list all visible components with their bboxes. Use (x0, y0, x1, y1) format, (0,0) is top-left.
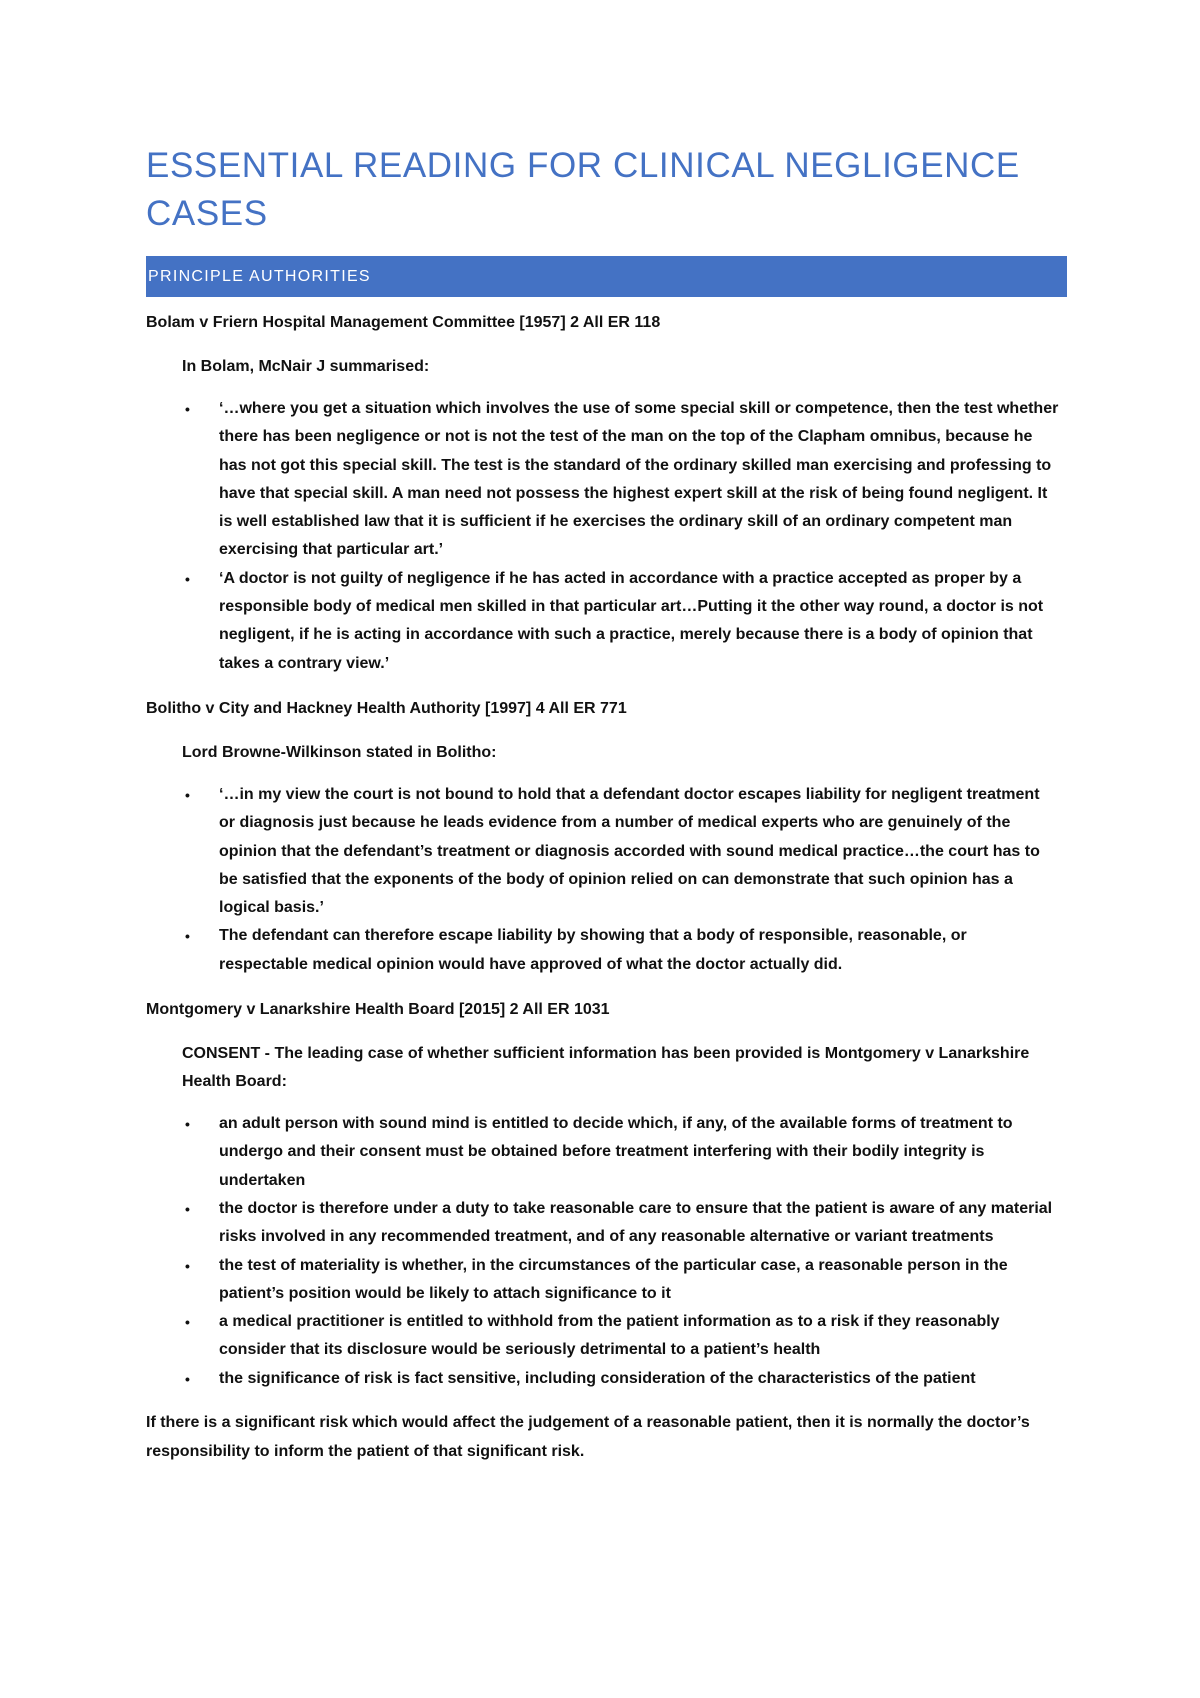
case-intro-montgomery: CONSENT - The leading case of whether sufficient information has been provided is Montgomery v Lanarkshire Health Board: (182, 1045, 1030, 1091)
bullet-list-bolam (146, 395, 1059, 678)
list-item-text: the doctor is therefore under a duty to take reasonable care to ensure that the patient is aware of any material risks involved in any recommended treatment, and of any reasonable alternative or variant treatments (219, 1199, 1053, 1246)
bullet-icon: • (185, 1257, 190, 1274)
list-item (185, 1365, 1059, 1393)
bullet-icon: • (185, 1200, 190, 1217)
case-intro-bolam: In Bolam, McNair J summarised: (182, 358, 430, 375)
list-item (185, 565, 1059, 678)
list-item-text: the significance of risk is fact sensitive, including consideration of the characteristics of the patient (219, 1369, 976, 1387)
bullet-icon: • (185, 1116, 190, 1133)
bullet-list-montgomery (146, 1110, 1059, 1393)
list-item-text: an adult person with sound mind is entitled to decide which, if any, of the available forms of treatment to undergo and their consent must be obtained before treatment interfering with their bodily integrity is undertaken (219, 1115, 1013, 1189)
list-item (185, 1252, 1059, 1309)
list-item-text: The defendant can therefore escape liability by showing that a body of responsible, reasonable, or respectable medical opinion would have approved of what the doctor actually did. (219, 927, 967, 973)
list-item-text: a medical practitioner is entitled to withhold from the patient information as to a risk if they reasonably consider that its disclosure would be seriously detrimental to a patient’s health (219, 1313, 1000, 1359)
list-item (185, 1110, 1059, 1195)
list-item (185, 1195, 1059, 1252)
bullet-icon: • (185, 401, 190, 417)
case-heading-bolam: Bolam v Friern Hospital Management Committee [1957] 2 All ER 118 (146, 314, 661, 331)
bullet-icon: • (185, 928, 190, 945)
case-heading-bolitho: Bolitho v City and Hackney Health Authority [1997] 4 All ER 771 (146, 699, 627, 717)
list-item-text: ‘…in my view the court is not bound to hold that a defendant doctor escapes liability for negligent treatment or diagnosis just because he leads evidence from a number of medical experts who are genuinely of the opinion that the defendant’s treatment or diagnosis accorded with sound medical practice…the court has to be satisfied that the exponents of the body of opinion relied on can demonstrate that such opinion has a logical basis.’ (219, 785, 1040, 917)
list-item (185, 1308, 1059, 1365)
conclusion-paragraph: If there is a significant risk which would affect the judgement of a reasonable patient, then it is normally the doctor’s responsibility to inform the patient of that significant risk. (146, 1414, 1030, 1460)
case-heading-montgomery: Montgomery v Lanarkshire Health Board [2015] 2 All ER 1031 (146, 1001, 610, 1019)
list-item-text: ‘A doctor is not guilty of negligence if he has acted in accordance with a practice accepted as proper by a responsible body of medical men skilled in that particular art…Putting it the other way round, a doctor is not negligent, if he is acting in accordance with such a practice, merely because there is a body of opinion that takes a contrary view.’ (219, 569, 1044, 672)
list-item (185, 395, 1059, 565)
document-title: ESSENTIAL READING FOR CLINICAL NEGLIGENCE CASES (146, 146, 1020, 233)
bullet-list-bolitho (146, 781, 1059, 979)
list-item-text: the test of materiality is whether, in the circumstances of the particular case, a reasonable person in the patient’s position would be likely to attach significance to it (219, 1256, 1008, 1302)
bullet-icon: • (185, 786, 190, 803)
bullet-icon: • (185, 1370, 190, 1387)
list-item-text: ‘…where you get a situation which involves the use of some special skill or competence, then the test whether there has been negligence or not is not the test of the man on the top of the Clapham omnibus, because he has not got this special skill. The test is the standard of the ordinary skilled man exercising and professing to have that special skill. A man need not possess the highest expert skill at the risk of being found negligent. It is well established law that it is sufficient if he exercises the ordinary skill of an ordinary competent man exercising that particular art.’ (219, 400, 1059, 559)
list-item (185, 781, 1059, 922)
bullet-icon: • (185, 1314, 190, 1331)
bullet-icon: • (185, 570, 190, 587)
list-item (185, 922, 1059, 979)
case-intro-bolitho: Lord Browne-Wilkinson stated in Bolitho: (182, 743, 497, 761)
section-heading-bar: PRINCIPLE AUTHORITIES (146, 256, 1067, 297)
